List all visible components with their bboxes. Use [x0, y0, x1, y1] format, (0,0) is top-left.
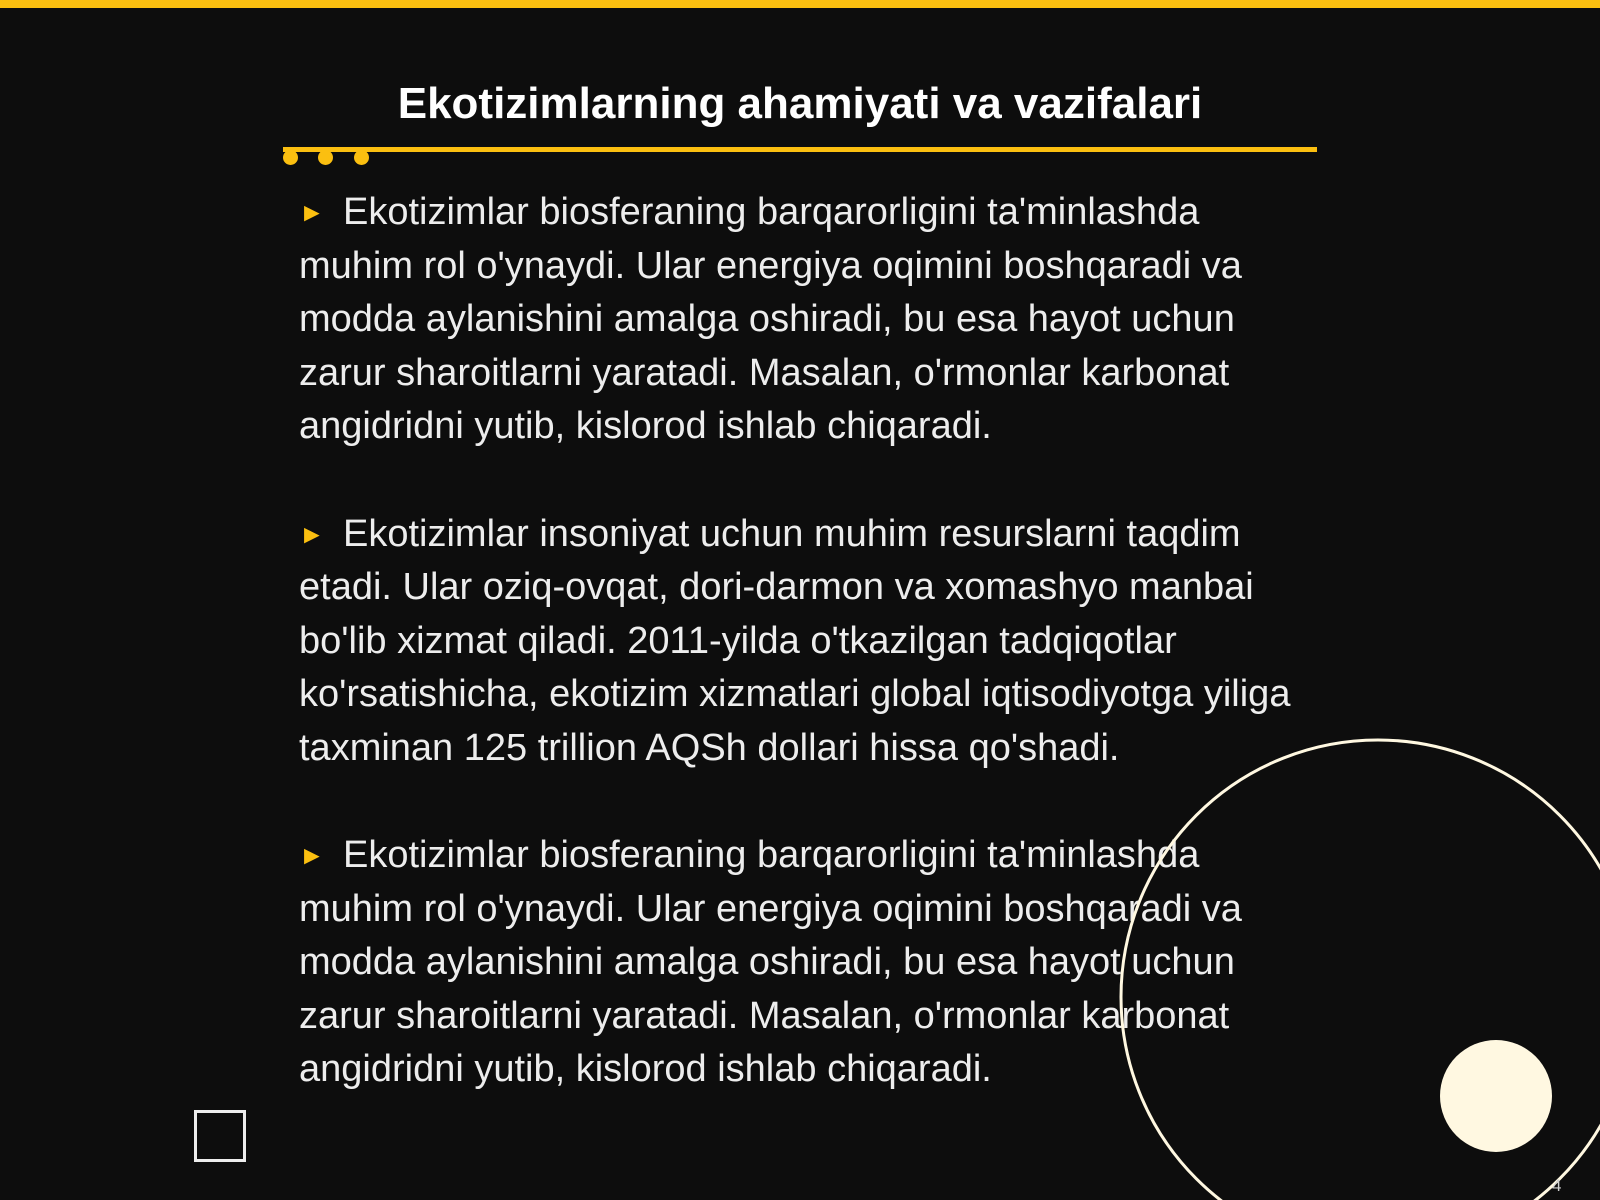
- bullet-arrow-icon: ►: [299, 518, 325, 549]
- bullet-paragraph: [299, 186, 1309, 454]
- accent-dot: [354, 150, 369, 165]
- filled-circle-decoration: [1440, 1040, 1552, 1152]
- paragraph-text: Ekotizimlar insoniyat uchun muhim resurslarni taqdim etadi. Ular oziq-ovqat, dori-darmon va xomashyo manbai bo'lib xizmat qiladi. 2011-yilda o'tkazilgan tadqiqotlar ko'rsatishicha, ekotizim xizmatlari global iqtisodiyotga yiliga taxminan 125 trillion AQSh dollari hissa qo'shadi.: [299, 512, 1291, 769]
- title-underline: [283, 147, 1317, 152]
- bullet-arrow-icon: ►: [299, 840, 325, 870]
- bullet-arrow-icon: ►: [299, 197, 325, 227]
- slide-body: [299, 186, 1309, 1151]
- accent-dot: [283, 150, 298, 165]
- bullet-paragraph: [299, 508, 1309, 776]
- bullet-paragraph: [299, 829, 1309, 1097]
- paragraph-text: Ekotizimlar biosferaning barqarorligini ta'minlashda muhim rol o'ynaydi. Ular energiya oqimini boshqaradi va modda aylanishini amalga oshiradi, bu esa hayot uchun zarur sharoitlarni yaratadi. Masalan, o'rmonlar karbonat angidridni yutib, kislorod ishlab chiqaradi.: [299, 834, 1242, 1090]
- page-number: 4: [1552, 1176, 1562, 1195]
- slide-title: Ekotizimlarning ahamiyati va vazifalari: [397, 79, 1203, 128]
- top-accent-bar: [0, 0, 1600, 8]
- accent-dot: [318, 150, 333, 165]
- outline-square-decoration: [194, 1110, 246, 1162]
- paragraph-text: Ekotizimlar biosferaning barqarorligini ta'minlashda muhim rol o'ynaydi. Ular energiya oqimini boshqaradi va modda aylanishini amalga oshiradi, bu esa hayot uchun zarur sharoitlarni yaratadi. Masalan, o'rmonlar karbonat angidridni yutib, kislorod ishlab chiqaradi.: [299, 191, 1242, 447]
